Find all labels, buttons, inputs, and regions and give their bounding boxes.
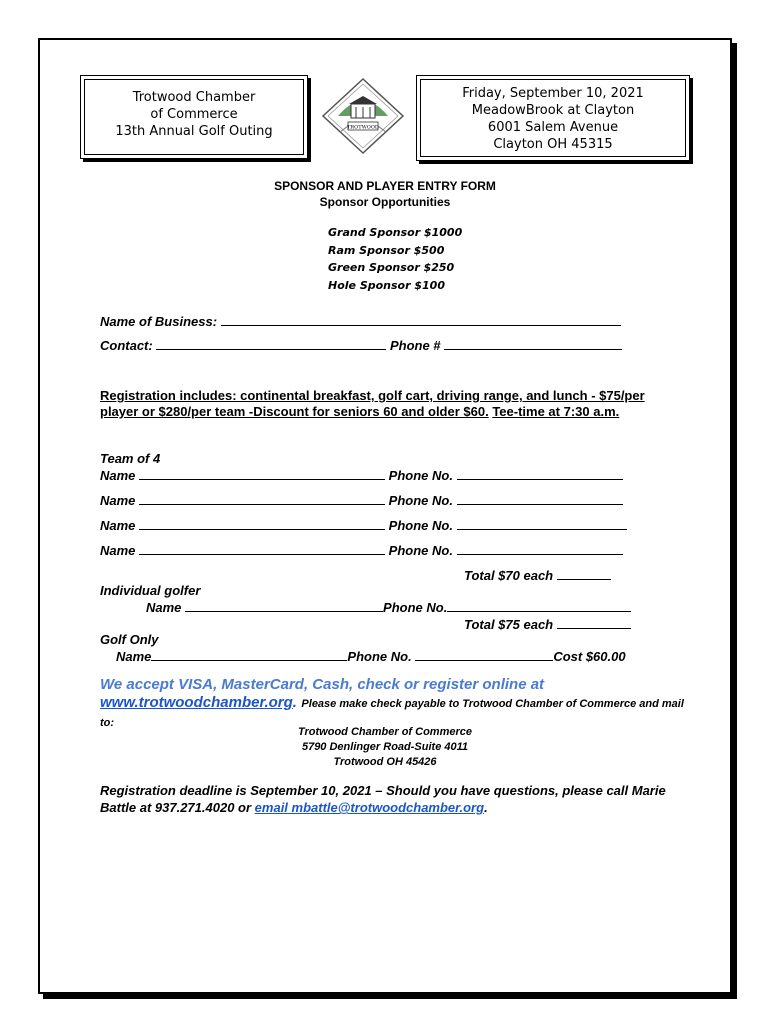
mail-address-line2: 5790 Denlinger Road-Suite 4011 <box>301 741 469 753</box>
form-title: SPONSOR AND PLAYER ENTRY FORM <box>274 179 496 193</box>
team-name-label: Name <box>100 518 136 533</box>
business-label: Name of Business: <box>100 314 218 329</box>
contact-label: Contact: <box>100 338 153 353</box>
team-name-label: Name <box>100 493 136 508</box>
individual-phone-field[interactable] <box>447 599 631 612</box>
golf-only-cost: Cost $60.00 <box>553 649 626 664</box>
team-name-field-1[interactable] <box>139 467 385 480</box>
team-row <box>100 467 623 483</box>
deadline-period: . <box>484 800 488 815</box>
golf-only-name-field[interactable] <box>151 648 347 661</box>
logo-text: TROTWOOD <box>347 124 379 131</box>
golf-only-name-label: Name <box>116 649 152 664</box>
team-name-label: Name <box>100 468 136 483</box>
contact-email-link[interactable]: email mbattle@trotwoodchamber.org <box>254 800 485 815</box>
individual-heading: Individual golfer <box>100 583 201 598</box>
sponsor-green: Green Sponsor $250 <box>328 261 455 274</box>
team-phone-label: Phone No. <box>388 493 453 508</box>
deadline-text: Registration deadline is September 10, 2021 – Should you have questions, please call Marie Battle at 937.271.4020 or <box>100 783 666 815</box>
registration-info <box>100 388 660 420</box>
header-org-name-2: of Commerce <box>150 107 238 122</box>
contact-phone-field[interactable] <box>444 337 622 350</box>
website-link[interactable]: www.trotwoodchamber.org <box>100 694 293 711</box>
team-name-label: Name <box>100 543 136 558</box>
team-row <box>100 492 623 508</box>
url-period: . <box>292 694 297 711</box>
tee-time-text: Tee-time at 7:30 a.m. <box>492 404 620 419</box>
team-name-field-4[interactable] <box>139 542 385 555</box>
team-phone-field-1[interactable] <box>457 467 623 480</box>
sponsor-grand: Grand Sponsor $1000 <box>328 226 463 239</box>
header-event-name: 13th Annual Golf Outing <box>115 124 273 139</box>
sponsor-ram: Ram Sponsor $500 <box>328 243 445 257</box>
form-subtitle: Sponsor Opportunities <box>319 195 451 209</box>
mail-address-line3: Trotwood OH 45426 <box>333 756 437 768</box>
team-phone-label: Phone No. <box>388 468 453 483</box>
golf-only-phone-label: Phone No. <box>347 649 412 664</box>
form-page <box>38 38 732 994</box>
event-date: Friday, September 10, 2021 <box>462 86 644 101</box>
individual-total: Total $75 each <box>464 617 554 632</box>
individual-name-field[interactable] <box>185 599 383 612</box>
trotwood-logo-icon <box>318 76 408 156</box>
mail-address <box>40 725 730 770</box>
payment-accept: We accept VISA, MasterCard, Cash, check or register online at <box>100 676 545 693</box>
contact-field[interactable] <box>156 337 386 350</box>
team-row <box>100 517 627 533</box>
team-phone-label: Phone No. <box>388 543 453 558</box>
team-total: Total $70 each <box>464 568 554 583</box>
venue-name: MeadowBrook at Clayton <box>471 103 635 118</box>
team-phone-label: Phone No. <box>388 518 453 533</box>
team-heading: Team of 4 <box>100 451 161 466</box>
header-org-name: Trotwood Chamber <box>132 90 256 105</box>
sponsor-hole: Hole Sponsor $100 <box>328 278 445 292</box>
individual-name-label: Name <box>146 600 182 615</box>
team-total-field[interactable] <box>557 567 611 580</box>
team-phone-field-2[interactable] <box>457 492 623 505</box>
team-name-field-2[interactable] <box>139 492 385 505</box>
individual-phone-label: Phone No. <box>383 600 448 615</box>
team-name-field-3[interactable] <box>139 517 385 530</box>
deadline-info <box>100 782 680 816</box>
venue-street: 6001 Salem Avenue <box>487 120 619 135</box>
venue-city: Clayton OH 45315 <box>493 137 613 152</box>
business-name-field[interactable] <box>221 313 621 326</box>
sponsor-list <box>328 224 462 294</box>
phone-hash-label: Phone # <box>389 338 441 353</box>
payment-info <box>100 676 690 732</box>
header-left-box <box>80 75 308 159</box>
individual-total-field[interactable] <box>557 616 631 629</box>
mail-address-line1: Trotwood Chamber of Commerce <box>298 726 472 738</box>
registration-text: Registration includes: continental breakfast, golf cart, driving range, and lunch - $75/per player or $280/per team -Discount for seniors 60 and older $60. <box>100 388 645 419</box>
golf-only-heading: Golf Only <box>100 632 159 647</box>
header-right-box <box>416 75 690 161</box>
golf-only-phone-field[interactable] <box>415 648 553 661</box>
team-phone-field-3[interactable] <box>457 517 627 530</box>
check-note: Please make check payable to Trotwood Chamber of Commerce and mail to: <box>100 698 684 729</box>
team-phone-field-4[interactable] <box>457 542 623 555</box>
team-row <box>100 542 623 558</box>
